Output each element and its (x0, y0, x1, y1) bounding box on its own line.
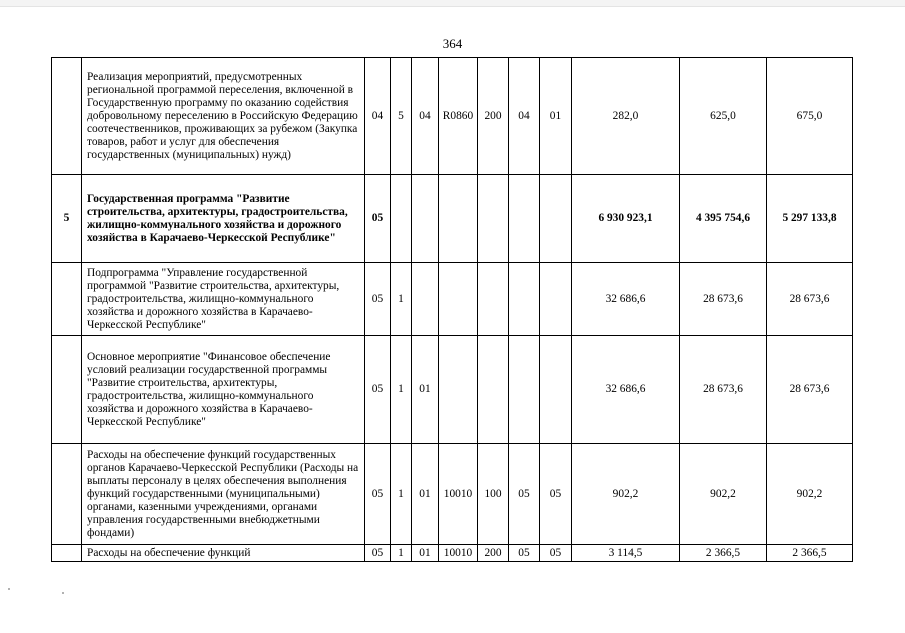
row-description: Расходы на обеспечение функций государственных органов Карачаево-Черкесской Республики (Расходы на выплаты персоналу в целях обеспечения выполнения функций государственными (муниципальными) органами, казенными учреждениями, органами управления государственными внебюджетными фондами) (82, 444, 365, 545)
expense-type-code (478, 175, 509, 263)
subsection-code (540, 336, 572, 444)
program-code: 05 (365, 444, 391, 545)
row-index (52, 263, 82, 336)
table-row (52, 336, 853, 444)
page-number: 364 (442, 36, 463, 51)
amount-year-3: 675,0 (767, 58, 853, 175)
expense-type-code: 100 (478, 444, 509, 545)
row-description: Основное мероприятие "Финансовое обеспечение условий реализации государственной программы "Развитие строительства, архитектуры, градостроительства, жилищно-коммунального хозяйства и дорожного хозяйства в Карачаево-Черкесской Республике" (82, 336, 365, 444)
amount-year-2: 2 366,5 (680, 545, 767, 562)
budget-table (51, 57, 853, 562)
table-row (52, 263, 853, 336)
scan-speck (8, 588, 10, 590)
amount-year-1: 902,2 (572, 444, 680, 545)
program-code: 05 (365, 175, 391, 263)
direction-code (439, 336, 478, 444)
amount-year-3: 28 673,6 (767, 263, 853, 336)
subprogram-code: 5 (391, 58, 412, 175)
main-event-code: 01 (412, 336, 439, 444)
row-description: Государственная программа "Развитие строительства, архитектуры, градостроительства, жилищно-коммунального хозяйства и дорожного хозяйства в Карачаево-Черкесской Республике" (82, 175, 365, 263)
subsection-code: 05 (540, 545, 572, 562)
row-description: Расходы на обеспечение функций (82, 545, 365, 562)
main-event-code (412, 175, 439, 263)
section-code: 05 (509, 444, 540, 545)
amount-year-2: 4 395 754,6 (680, 175, 767, 263)
direction-code: R0860 (439, 58, 478, 175)
row-index (52, 58, 82, 175)
program-code: 05 (365, 545, 391, 562)
main-event-code: 01 (412, 545, 439, 562)
subprogram-code: 1 (391, 444, 412, 545)
amount-year-3: 902,2 (767, 444, 853, 545)
main-event-code: 01 (412, 444, 439, 545)
amount-year-2: 28 673,6 (680, 263, 767, 336)
expense-type-code: 200 (478, 545, 509, 562)
section-code (509, 175, 540, 263)
subprogram-code (391, 175, 412, 263)
subprogram-code: 1 (391, 263, 412, 336)
amount-year-2: 625,0 (680, 58, 767, 175)
amount-year-1: 32 686,6 (572, 336, 680, 444)
table-row (52, 175, 853, 263)
subprogram-code: 1 (391, 336, 412, 444)
section-code: 04 (509, 58, 540, 175)
table-row (52, 545, 853, 562)
row-index: 5 (52, 175, 82, 263)
amount-year-1: 6 930 923,1 (572, 175, 680, 263)
subsection-code: 01 (540, 58, 572, 175)
program-code: 05 (365, 263, 391, 336)
expense-type-code: 200 (478, 58, 509, 175)
direction-code: 10010 (439, 545, 478, 562)
main-event-code (412, 263, 439, 336)
row-index (52, 545, 82, 562)
main-event-code: 04 (412, 58, 439, 175)
row-description: Реализация мероприятий, предусмотренных региональной программой переселения, включенной в Государственную программу по оказанию содействия добровольному переселению в Российскую Федерацию соотечественников, проживающих за рубежом (Закупка товаров, работ и услуг для обеспечения государственных (муниципальных) нужд) (82, 58, 365, 175)
direction-code (439, 263, 478, 336)
section-code: 05 (509, 545, 540, 562)
amount-year-3: 5 297 133,8 (767, 175, 853, 263)
row-index (52, 336, 82, 444)
subprogram-code: 1 (391, 545, 412, 562)
scan-top-edge (0, 0, 905, 7)
subsection-code: 05 (540, 444, 572, 545)
expense-type-code (478, 336, 509, 444)
amount-year-1: 32 686,6 (572, 263, 680, 336)
section-code (509, 263, 540, 336)
row-description: Подпрограмма "Управление государственной программой "Развитие строительства, архитектуры, градостроительства, жилищно-коммунального хозяйства и дорожного хозяйства в Карачаево-Черкесской Республике" (82, 263, 365, 336)
program-code: 04 (365, 58, 391, 175)
program-code: 05 (365, 336, 391, 444)
amount-year-1: 282,0 (572, 58, 680, 175)
amount-year-2: 902,2 (680, 444, 767, 545)
amount-year-3: 2 366,5 (767, 545, 853, 562)
amount-year-2: 28 673,6 (680, 336, 767, 444)
amount-year-3: 28 673,6 (767, 336, 853, 444)
direction-code (439, 175, 478, 263)
subsection-code (540, 263, 572, 336)
scan-speck (62, 592, 64, 594)
table-row (52, 58, 853, 175)
direction-code: 10010 (439, 444, 478, 545)
expense-type-code (478, 263, 509, 336)
amount-year-1: 3 114,5 (572, 545, 680, 562)
table-row (52, 444, 853, 545)
subsection-code (540, 175, 572, 263)
row-index (52, 444, 82, 545)
section-code (509, 336, 540, 444)
